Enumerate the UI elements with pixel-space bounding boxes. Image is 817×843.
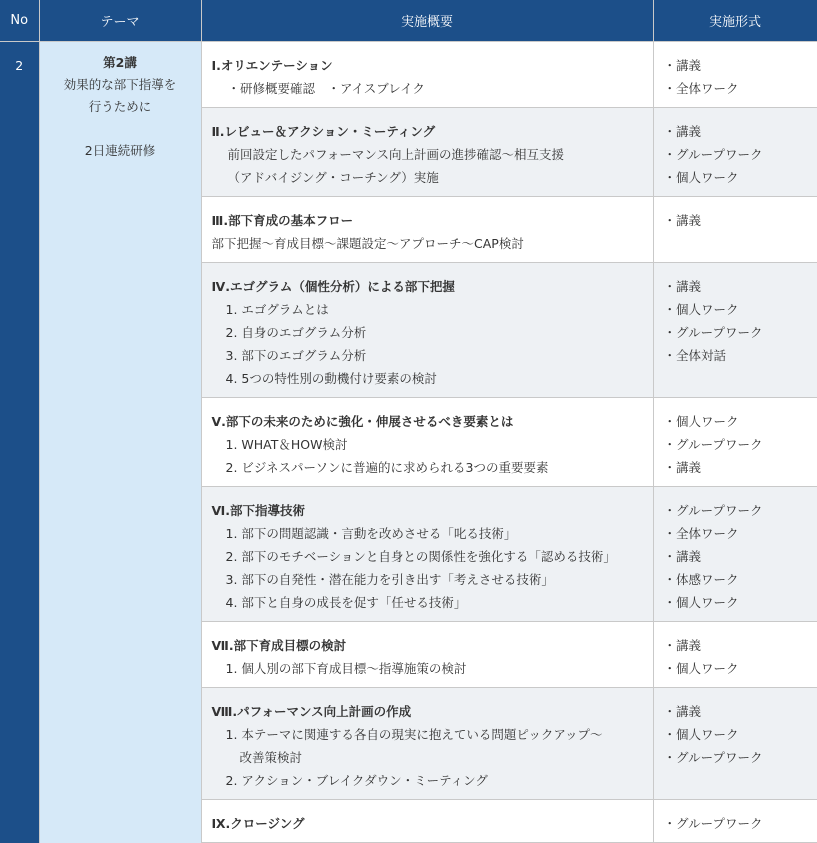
- format-item: ・講義: [663, 704, 702, 719]
- format-cell: [653, 688, 817, 800]
- section-line: 2. アクション・ブレイクダウン・ミーティング: [225, 773, 488, 788]
- format-item: ・講義: [663, 58, 702, 73]
- summary-cell: [201, 800, 653, 843]
- theme-line: 行うために: [88, 99, 152, 114]
- summary-cell: [201, 487, 653, 622]
- section-line: ・研修概要確認 ・アイスブレイク: [227, 81, 425, 96]
- format-item: ・グループワーク: [663, 147, 763, 162]
- format-item: ・グループワーク: [663, 750, 763, 765]
- section-line: 1. WHAT＆HOW検討: [225, 437, 348, 452]
- format-item: ・グループワーク: [663, 816, 763, 831]
- section-line: 前回設定したパフォーマンス向上計画の進捗確認～相互支援: [227, 147, 565, 162]
- theme-line: 効果的な部下指導を: [63, 77, 177, 92]
- section-line: （アドバイジング・コーチング）実施: [227, 170, 439, 185]
- format-item: ・グループワーク: [663, 325, 763, 340]
- format-item: ・全体対話: [663, 348, 727, 363]
- format-item: ・個人ワーク: [663, 302, 739, 317]
- format-item: ・講義: [663, 638, 702, 653]
- header-no: No: [0, 0, 39, 42]
- format-item: ・講義: [663, 279, 702, 294]
- format-item: ・個人ワーク: [663, 595, 739, 610]
- section-line: 2. ビジネスパーソンに普遍的に求められる3つの重要要素: [225, 460, 549, 475]
- section-title: Ⅷ.パフォーマンス向上計画の作成: [211, 704, 412, 719]
- format-item: ・全体ワーク: [663, 81, 739, 96]
- section-line: 2. 部下のモチベーションと自身との関係性を強化する「認める技術」: [225, 549, 616, 564]
- format-item: ・講義: [663, 460, 702, 475]
- section-line: 3. 部下の自発性・潜在能力を引き出す「考えさせる技術」: [225, 572, 554, 587]
- format-item: ・個人ワーク: [663, 414, 739, 429]
- section-line: 改善策検討: [239, 750, 303, 765]
- section-line: 4. 5つの特性別の動機付け要素の検討: [225, 371, 437, 386]
- section-line: 2. 自身のエゴグラム分析: [225, 325, 367, 340]
- section-line: 4. 部下と自身の成長を促す「任せる技術」: [225, 595, 467, 610]
- format-item: ・個人ワーク: [663, 727, 739, 742]
- theme-line: 2日連続研修: [84, 143, 156, 158]
- section-title: Ⅳ.エゴグラム（個性分析）による部下把握: [211, 279, 455, 294]
- summary-cell: [201, 688, 653, 800]
- section-title: Ⅲ.部下育成の基本フロー: [211, 213, 354, 228]
- header-row: [0, 0, 817, 42]
- format-cell: [653, 42, 817, 108]
- section-title: Ⅸ.クロージング: [211, 816, 305, 831]
- summary-cell: [201, 197, 653, 263]
- header-format: 実施形式: [653, 0, 817, 42]
- summary-cell: [201, 108, 653, 197]
- format-item: ・講義: [663, 124, 702, 139]
- theme-title: 第2講: [103, 55, 137, 70]
- summary-cell: [201, 263, 653, 398]
- section-line: 部下把握～育成目標～課題設定～アプローチ～CAP検討: [211, 236, 524, 251]
- format-item: ・講義: [663, 549, 702, 564]
- format-cell: [653, 398, 817, 487]
- section-line: 1. 部下の問題認識・言動を改めさせる「叱る技術」: [225, 526, 517, 541]
- format-item: ・講義: [663, 213, 702, 228]
- format-item: ・個人ワーク: [663, 170, 739, 185]
- section-title: Ⅱ.レビュー＆アクション・ミーティング: [211, 124, 436, 139]
- format-item: ・グループワーク: [663, 437, 763, 452]
- format-cell: [653, 197, 817, 263]
- header-theme: テーマ: [39, 0, 201, 42]
- table-row: [0, 42, 817, 108]
- section-title: Ⅵ.部下指導技術: [211, 503, 305, 518]
- format-cell: [653, 263, 817, 398]
- summary-cell: [201, 398, 653, 487]
- format-item: ・体感ワーク: [663, 572, 739, 587]
- section-title: Ⅴ.部下の未来のために強化・伸展させるべき要素とは: [211, 414, 514, 429]
- section-line: 3. 部下のエゴグラム分析: [225, 348, 367, 363]
- format-item: ・全体ワーク: [663, 526, 739, 541]
- row-number: 2: [0, 42, 39, 843]
- section-title: Ⅰ.オリエンテーション: [211, 58, 333, 73]
- format-cell: [653, 108, 817, 197]
- header-summary: 実施概要: [201, 0, 653, 42]
- format-cell: [653, 800, 817, 843]
- section-line: 1. エゴグラムとは: [225, 302, 329, 317]
- summary-cell: [201, 622, 653, 688]
- format-item: ・グループワーク: [663, 503, 763, 518]
- format-cell: [653, 622, 817, 688]
- theme-cell: [39, 42, 201, 843]
- section-line: 1. 本テーマに関連する各自の現実に抱えている問題ピックアップ～: [225, 727, 603, 742]
- summary-cell: [201, 42, 653, 108]
- section-line: 1. 個人別の部下育成目標～指導施策の検討: [225, 661, 467, 676]
- section-title: Ⅶ.部下育成目標の検討: [211, 638, 347, 653]
- format-cell: [653, 487, 817, 622]
- format-item: ・個人ワーク: [663, 661, 739, 676]
